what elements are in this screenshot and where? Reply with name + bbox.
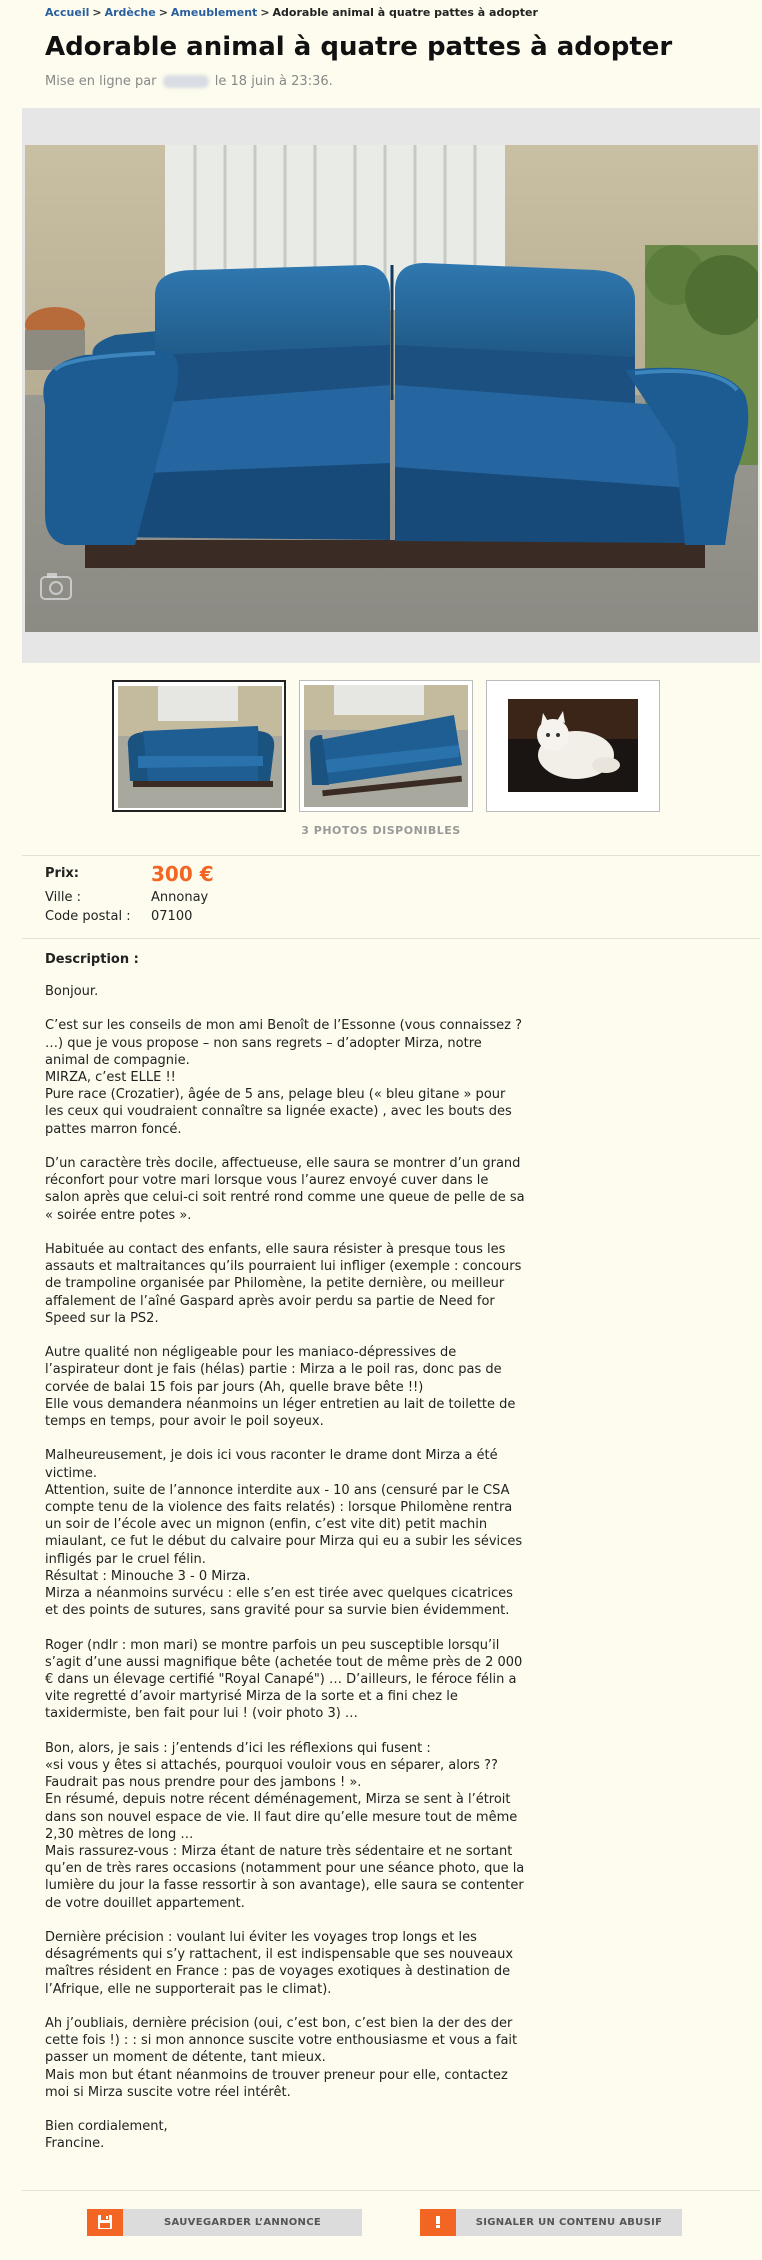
postal-label: Code postal : bbox=[45, 909, 131, 924]
description-paragraph bbox=[45, 2015, 525, 2101]
description-line: Ah j’oubliais, dernière précision (oui, c’est bon, c’est bien la der des der cette fois !) : : si mon annonce suscite votre enthousiasme et vous a fait passer un moment de détente, tant mieux. bbox=[45, 2016, 518, 2066]
description-line: En résumé, depuis notre récent déménagement, Mirza se sent à l’étroit dans son nouvel espace de vie. Il faut dire qu’elle mesure tout de même 2,30 mètres de long … bbox=[45, 1792, 518, 1842]
divider bbox=[22, 855, 760, 856]
report-abuse-label: SIGNALER UN CONTENU ABUSIF bbox=[475, 2217, 663, 2228]
photos-count: 3 PHOTOS DISPONIBLES bbox=[301, 824, 461, 837]
description-line: C’est sur les conseils de mon ami Benoît de l’Essonne (vous connaissez ? …) que je vous propose – non sans regrets – d’adopter Mirza, notre animal de compagnie. bbox=[45, 1018, 523, 1068]
price-label: Prix: bbox=[45, 866, 79, 881]
description-body bbox=[45, 983, 525, 2170]
description-paragraph bbox=[45, 1929, 525, 1998]
breadcrumb-home-link[interactable]: Accueil bbox=[45, 6, 90, 19]
report-abuse-button[interactable] bbox=[420, 2209, 682, 2236]
description-line: Bonjour. bbox=[45, 984, 99, 999]
thumbnail-sofa-angle bbox=[304, 685, 468, 807]
description-paragraph bbox=[45, 1155, 525, 1224]
breadcrumb-separator: > bbox=[260, 6, 270, 19]
posted-prefix: Mise en ligne par bbox=[45, 74, 157, 89]
description-line: Bon, alors, je sais : j’entends d’ici les réflexions qui fusent : bbox=[45, 1740, 431, 1756]
thumbnail-cat bbox=[491, 685, 655, 807]
save-listing-label: SAUVEGARDER L’ANNONCE bbox=[164, 2217, 321, 2228]
thumbnail-sofa-front bbox=[118, 686, 282, 808]
blurred-username bbox=[163, 75, 209, 88]
city-label: Ville : bbox=[45, 890, 81, 905]
description-line: Elle vous demandera néanmoins un léger entretien au lait de toilette de temps en temps, pour avoir le poil soyeux. bbox=[45, 1396, 516, 1430]
breadcrumb-separator: > bbox=[92, 6, 102, 19]
description-paragraph bbox=[45, 1740, 525, 1912]
actions-bar bbox=[0, 2209, 762, 2249]
description-line: Attention, suite de l’annonce interdite aux - 10 ans (censuré par le CSA compte tenu de la violence des faits relatés) : lorsque Philomène rentra un soir de l’école avec un mignon (enfin, c’est vite dit) petit machin miaulant, ce fut le début du calvaire pour Mirza qui eu a subir les sévices infligés par le cruel félin. bbox=[45, 1482, 523, 1567]
description-title: Description : bbox=[45, 952, 139, 967]
description-line: Habituée au contact des enfants, elle saura résister à presque tous les assauts et maltraitances qu’ils pourraient lui infliger (exemple : concours de trampoline organisée par Philomène, la petite dernière, ou meilleur affalement de l’aîné Gaspard après avoir perdu sa partie de Need for Speed sur la PS2. bbox=[45, 1242, 522, 1326]
thumbnail-1[interactable] bbox=[112, 680, 286, 812]
divider bbox=[22, 2190, 760, 2191]
page-title: Adorable animal à quatre pattes à adopter bbox=[45, 32, 673, 62]
description-paragraph bbox=[45, 1447, 525, 1619]
save-listing-button[interactable] bbox=[87, 2209, 362, 2236]
posted-date: le 18 juin à 23:36. bbox=[214, 74, 333, 89]
main-photo[interactable] bbox=[25, 145, 758, 632]
description-paragraph bbox=[45, 1241, 525, 1327]
floppy-disk-icon bbox=[87, 2209, 123, 2236]
thumbnail-3[interactable] bbox=[486, 680, 660, 812]
description-paragraph bbox=[45, 1344, 525, 1430]
price-value: 300 € bbox=[151, 862, 214, 886]
alert-icon bbox=[420, 2209, 456, 2236]
description-paragraph bbox=[45, 983, 525, 1000]
description-line: Mais mon but étant néanmoins de trouver preneur pour elle, contactez moi si Mirza suscite votre réel intérêt. bbox=[45, 2067, 508, 2100]
breadcrumb-region-link[interactable]: Ardèche bbox=[104, 6, 156, 19]
postal-value: 07100 bbox=[151, 909, 193, 924]
description-paragraph bbox=[45, 1637, 525, 1723]
breadcrumb-separator: > bbox=[158, 6, 168, 19]
posted-info bbox=[45, 74, 333, 89]
description-line: Résultat : Minouche 3 - 0 Mirza. bbox=[45, 1568, 251, 1584]
description-line: Autre qualité non négligeable pour les maniaco-dépressives de l’aspirateur dont je fais (hélas) partie : Mirza a le poil ras, donc pas de corvée de balai 15 fois par jours (Ah, quelle brave bête !!) bbox=[45, 1345, 502, 1395]
description-line: Francine. bbox=[45, 2136, 105, 2152]
breadcrumb bbox=[45, 6, 538, 19]
description-line: MIRZA, c’est ELLE !! bbox=[45, 1070, 176, 1085]
description-line: D’un caractère très docile, affectueuse, elle saura se montrer d’un grand réconfort pour votre mari lorsque vous l’aurez envoyé cuver dans le salon après que celui-ci soit rentré rond comme une queue de pelle de sa « soirée entre potes ». bbox=[45, 1156, 525, 1223]
description-line: Mais rassurez-vous : Mirza étant de nature très sédentaire et ne sortant qu’en de très rares occasions (notamment pour une séance photo, que la lumière du jour la fasse ressortir à son avantage), elle saura se contenter de votre douillet appartement. bbox=[45, 1844, 525, 1911]
description-line: Malheureusement, je dois ici vous raconter le drame dont Mirza a été victime. bbox=[45, 1448, 498, 1481]
description-paragraph bbox=[45, 2118, 525, 2152]
sofa-photo bbox=[25, 145, 758, 632]
description-paragraph bbox=[45, 1017, 525, 1137]
city-value: Annonay bbox=[151, 890, 209, 905]
description-line: Mirza a néanmoins survécu : elle s’en est tirée avec quelques cicatrices et des points de sutures, sans gravité pour sa survie bien évidemment. bbox=[45, 1586, 513, 1619]
description-line: «si vous y êtes si attachés, pourquoi vouloir vous en séparer, alors ?? Faudrait pas nous prendre pour des jambons ! ». bbox=[45, 1758, 498, 1791]
description-line: Dernière précision : voulant lui éviter les voyages trop longs et les désagréments qui s’y rattachent, il est indispensable que ses nouveaux maîtres résident en France : pas de voyages exotiques à destination de l’Afrique, elle ne supporterait pas le climat). bbox=[45, 1930, 514, 1997]
breadcrumb-category-link[interactable]: Ameublement bbox=[170, 6, 258, 19]
breadcrumb-current: Adorable animal à quatre pattes à adopter bbox=[272, 6, 538, 19]
description-line: Bien cordialement, bbox=[45, 2119, 168, 2135]
thumbnail-2[interactable] bbox=[299, 680, 473, 812]
divider bbox=[22, 938, 760, 939]
description-line: Pure race (Crozatier), âgée de 5 ans, pelage bleu (« bleu gitane » pour les ceux qui voudraient connaître sa lignée exacte) , avec les bouts des pattes marron foncé. bbox=[45, 1087, 512, 1137]
description-line: Roger (ndlr : mon mari) se montre parfois un peu susceptible lorsqu’il s’agit d’une aussi magnifique bête (achetée tout de même près de 2 000 € dans un élevage certifié "Royal Canapé") … D’ailleurs, le féroce félin a vite regretté d’avoir martyrisé Mirza de la sorte et a fini chez le taxidermiste, ben fait pour lui ! (voir photo 3) … bbox=[45, 1637, 523, 1722]
